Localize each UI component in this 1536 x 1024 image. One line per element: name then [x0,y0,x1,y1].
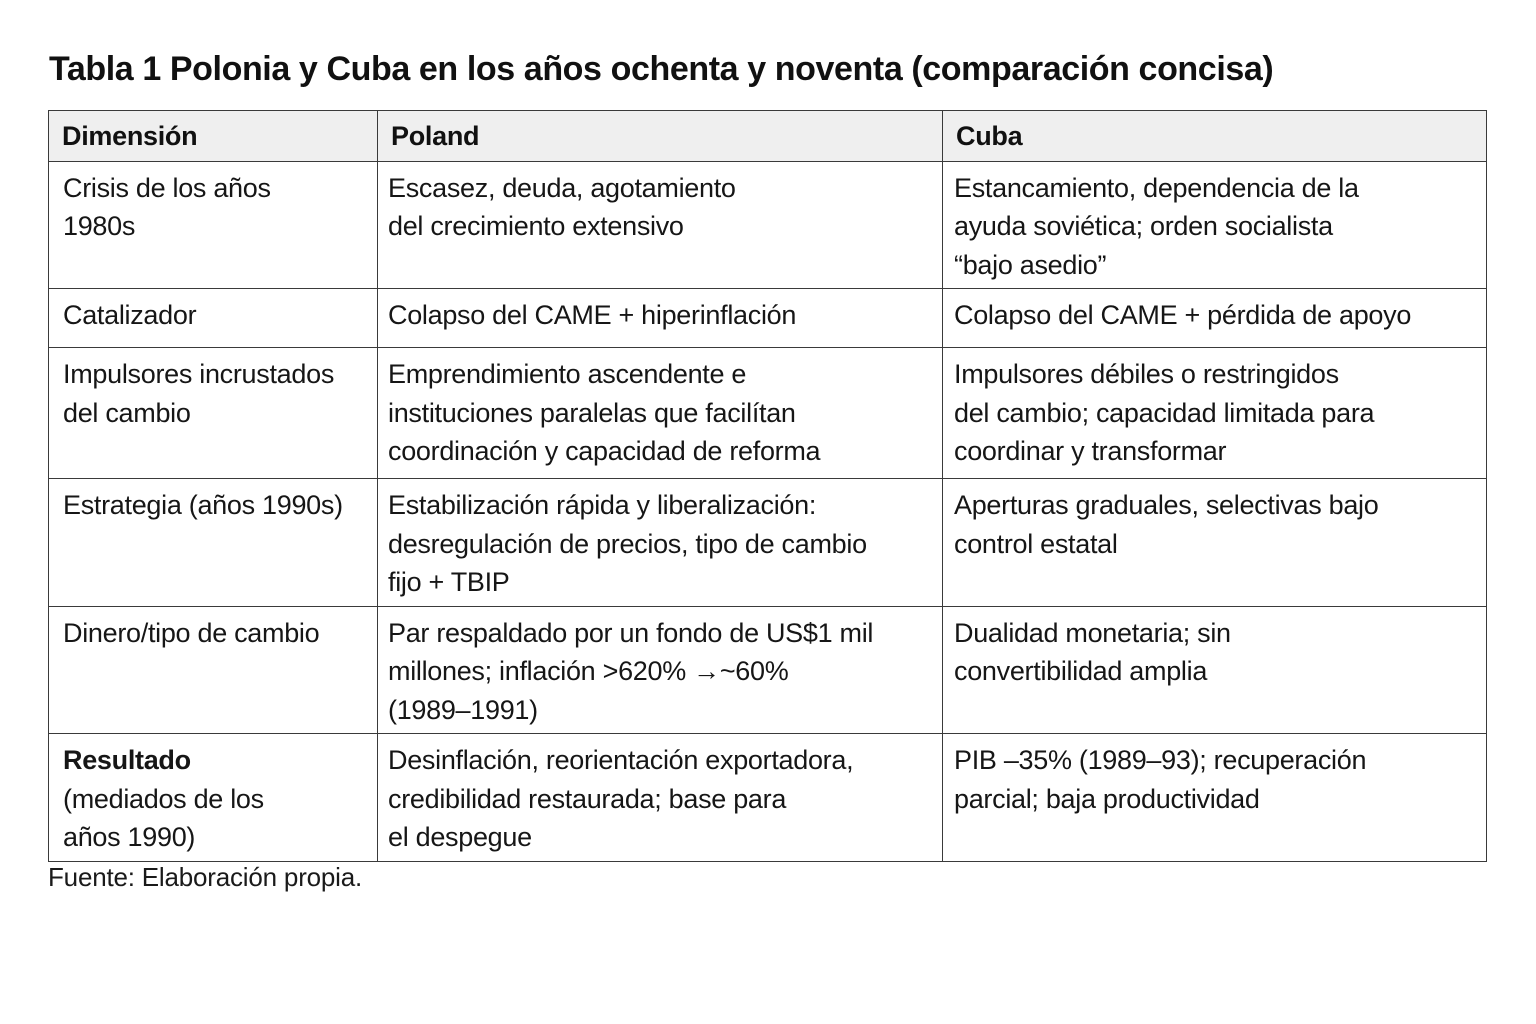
cell-line: Estabilización rápida y liberalización: [388,490,817,520]
cell-line: Impulsores débiles o restringidos [954,359,1339,389]
table-row [49,606,1487,734]
cell-line: años 1990) [63,822,196,852]
cell-line: Dinero/tipo de cambio [63,617,320,648]
cell-line-bold: Resultado [63,745,191,775]
cell-line: Impulsores incrustados [63,359,335,389]
cell-line: Estancamiento, dependencia de la [954,172,1359,203]
cell-line: control estatal [954,528,1118,559]
cell-line: parcial; baja productividad [954,783,1260,814]
cell-line: ayuda soviética; orden socialista [954,211,1333,241]
cell-poland [378,479,943,607]
cell-line: instituciones paralelas que facilítan [388,397,796,428]
cell-cuba [943,348,1487,479]
header-dimension: Dimensión [49,111,378,162]
cell-line: PIB –35% (1989–93); recuperación [954,745,1367,775]
cell-line: desregulación de precios, tipo de cambio [388,528,867,559]
comparison-table [48,110,1487,862]
cell-dimension [49,606,378,734]
cell-poland [378,734,943,862]
cell-dimension [49,734,378,862]
table-row [49,161,1487,289]
cell-line: Emprendimiento ascendente e [388,359,747,389]
cell-line: fijo + TBIP [388,567,510,597]
header-cuba: Cuba [943,111,1487,162]
cell-line: Catalizador [63,300,197,330]
cell-cuba [943,479,1487,607]
cell-line: Desinflación, reorientación exportadora, [388,745,854,775]
cell-line: “bajo asedio” [954,249,1107,280]
cell-cuba [943,161,1487,289]
table-header-row [49,111,1487,162]
cell-line: coordinación y capacidad de reforma [388,436,821,466]
cell-line: Escasez, deuda, agotamiento [388,172,736,203]
cell-line: Crisis de los años [63,172,271,203]
cell-line: Colapso del CAME + hiperinflación [388,300,797,330]
cell-line: del cambio; capacidad limitada para [954,397,1375,428]
cell-line: del cambio [63,397,191,428]
cell-cuba [943,289,1487,348]
table-row [49,479,1487,607]
table-row [49,289,1487,348]
cell-poland [378,348,943,479]
cell-dimension [49,161,378,289]
cell-line: Par respaldado por un fondo de US$1 mil [388,617,874,648]
table-row [49,348,1487,479]
cell-line: del crecimiento extensivo [388,211,684,241]
table-title: Tabla 1 Polonia y Cuba en los años ochenta y noventa (comparación concisa) [49,50,1274,88]
header-poland: Poland [378,111,943,162]
cell-dimension [49,348,378,479]
table-row [49,734,1487,862]
cell-line: coordinar y transformar [954,436,1227,466]
cell-line: Aperturas graduales, selectivas bajo [954,490,1379,520]
cell-cuba [943,734,1487,862]
cell-line: Estrategia (años 1990s) [63,490,343,520]
cell-line: (mediados de los [63,783,264,814]
cell-poland [378,161,943,289]
cell-line: millones; inflación >620% →~60% [388,656,789,686]
source-note: Fuente: Elaboración propia. [48,862,363,892]
cell-line: 1980s [63,211,136,241]
cell-line: Colapso del CAME + pérdida de apoyo [954,300,1412,330]
cell-line: (1989–1991) [388,694,538,725]
cell-line: credibilidad restaurada; base para [388,783,787,814]
cell-line: Dualidad monetaria; sin [954,617,1231,648]
cell-line: convertibilidad amplia [954,656,1208,686]
cell-line: el despegue [388,822,532,852]
cell-poland [378,606,943,734]
cell-dimension [49,289,378,348]
cell-cuba [943,606,1487,734]
cell-dimension [49,479,378,607]
cell-poland [378,289,943,348]
